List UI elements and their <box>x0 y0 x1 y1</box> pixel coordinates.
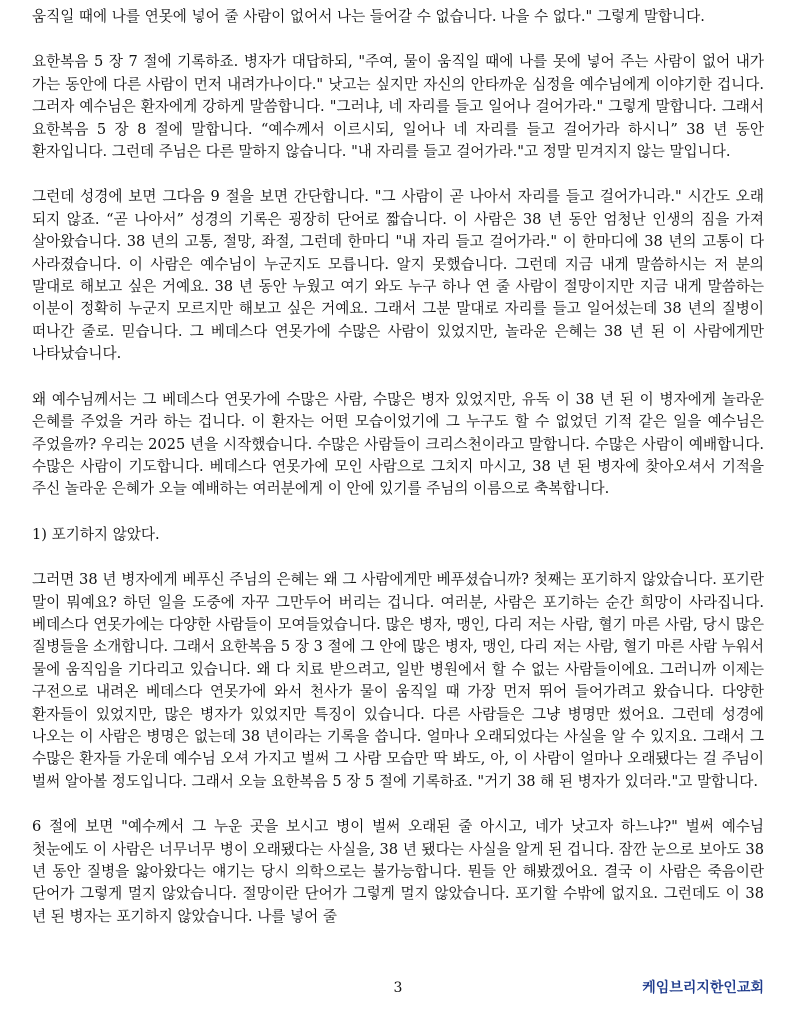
paragraph: 왜 예수님께서는 그 베데스다 연못가에 수많은 사람, 수많은 병자 있었지만, 유독 이 38 년 된 이 병자에게 놀라운 은혜를 주었을 거라 하는 겁니다. 이 환자는 어떤 모습이었기에 그 누구도 할 수 없었던 기적 같은 일을 예수님은 주었을까? 우리는 2025 년을 시작했습니다. 수많은 사람들이 크리스천이라고 말합니다. 수많은 사람이 예배합니다. 수많은 사람이 기도합니다. 베데스다 연못가에 모인 사람으로 그치지 마시고, 38 년 된 병자에 찾아오셔서 기적을 주신 놀라운 은혜가 오늘 예배하는 여러분에게 이 안에 있기를 주님의 이름으로 축복합니다. <box>32 390 764 498</box>
section-heading: 1) 포기하지 않았다. <box>32 525 160 543</box>
church-name: 케임브리지한인교회 <box>642 980 764 996</box>
paragraph: 6 절에 보면 "예수께서 그 누운 곳을 보시고 병이 벌써 오래된 줄 아시고, 네가 낫고자 하느냐?" 벌써 예수님 첫눈에도 이 사람은 너무너무 병이 오래됐다는 사실을, 38 년 됐다는 사실을 알게 된 겁니다. 잠깐 눈으로 보아도 38 년 동안 질병을 앓아왔다는 얘기는 당시 의학으로는 불가능합니다. 뭔들 안 해봤겠어요. 결국 이 사람은 죽음이란 단어가 그렇게 멀지 않았습니다. 절망이란 단어가 그렇게 멀지 않았습니다. 포기할 수밖에 없지요. 그런데도 이 38 년 된 병자는 포기하지 않았습니다. 나를 넣어 줄 <box>32 818 764 925</box>
page-number: 3 <box>393 980 403 996</box>
document-body <box>32 6 764 951</box>
paragraph: 움직일 때에 나를 연못에 넣어 줄 사람이 없어서 나는 들어갈 수 없습니다. 나을 수 없다." 그렇게 말합니다. <box>32 8 705 25</box>
paragraph: 요한복음 5 장 7 절에 기록하죠. 병자가 대답하되, "주여, 물이 움직일 때에 나를 못에 넣어 주는 사람이 없어 내가 가는 동안에 다른 사람이 먼저 내려가나이다." 낫고는 싶지만 자신의 안타까운 심정을 예수님에게 이야기한 겁니다. 그러자 예수님은 환자에게 강하게 말씀합니다. "그러냐, 네 자리를 들고 일어나 걸어가라." 그렇게 말합니다. 그래서 요한복음 5 장 8 절에 말합니다. “예수께서 이르시되, 일어나 네 자리를 들고 걸어가라 하시니” 38 년 동안 환자입니다. 그런데 주님은 다른 말하지 않습니다. "내 자리를 들고 걸어가라."고 정말 믿겨지지 않는 말입니다. <box>32 53 764 161</box>
page-footer <box>32 977 764 1001</box>
paragraph: 그런데 성경에 보면 그다음 9 절을 보면 간단합니다. "그 사람이 곧 나아서 자리를 들고 걸어가니라." 시간도 오래 되지 않죠. “곧 나아서” 성경의 기록은 굉장히 단어로 짧습니다. 이 사람은 38 년 동안 엄청난 인생의 짐을 가져 살아왔습니다. 38 년의 고통, 절망, 좌절, 그런데 한마디 "내 자리 들고 걸어가라." 이 한마디에 38 년의 고통이 다 사라졌습니다. 이 사람은 예수님이 누군지도 모릅니다. 알지 못했습니다. 그런데 지금 내게 말씀하시는 저 분의 말대로 해보고 싶은 거예요. 38 년 동안 누웠고 여기 와도 누구 하나 연 줄 사람이 절망이지만 지금 내게 말씀하는 이분이 정확히 누군지 모르지만 해보고 싶은 거예요. 그래서 그분 말대로 자리를 들고 일어섰는데 38 년의 질병이 떠나간 줄로. 믿습니다. 그 베데스다 연못가에 수많은 사람이 있었지만, 놀라운 은혜는 38 년 된 이 사람에게만 나타났습니다. <box>32 188 764 363</box>
paragraph: 그러면 38 년 병자에게 베푸신 주님의 은혜는 왜 그 사람에게만 베푸셨습니까? 첫째는 포기하지 않았습니다. 포기란 말이 뭐예요? 하던 일을 도중에 자꾸 그만두어 버리는 겁니다. 여러분, 사람은 포기하는 순간 희망이 사라집니다. 베데스다 연못가에는 다양한 사람들이 모여들었습니다. 많은 병자, 맹인, 다리 저는 사람, 혈기 마른 사람, 당시 많은 질병들을 소개합니다. 그래서 요한복음 5 장 3 절에 그 안에 많은 병자, 맹인, 다리 저는 사람, 혈기 마른 사람 누워서 물에 움직임을 기다리고 있습니다. 왜 다 치료 받으려고, 일반 병원에서 할 수 없는 사람들이에요. 그러니까 이제는 구전으로 내려온 베데스다 연못가에 와서 천사가 물이 움직일 때 가장 먼저 뛰어 들어가려고 왔습니다. 다양한 환자들이 있었지만, 많은 병자가 있었지만 특징이 있습니다. 다른 사람들은 그냥 병명만 썼어요. 그런데 성경에 나오는 이 사람은 병명은 없는데 38 년이라는 기록을 씁니다. 얼마나 오래되었다는 사실을 알 수 있지요. 그래서 그 수많은 환자들 가운데 예수님 오셔 가지고 벌써 그 사람 모습만 딱 봐도, 아, 이 사람이 얼마나 오래됐다는 걸 주님이 벌써 알아볼 정도입니다. 그래서 오늘 요한복음 5 장 5 절에 기록하죠. "거기 38 해 된 병자가 있더라."고 말합니다. <box>32 571 764 790</box>
